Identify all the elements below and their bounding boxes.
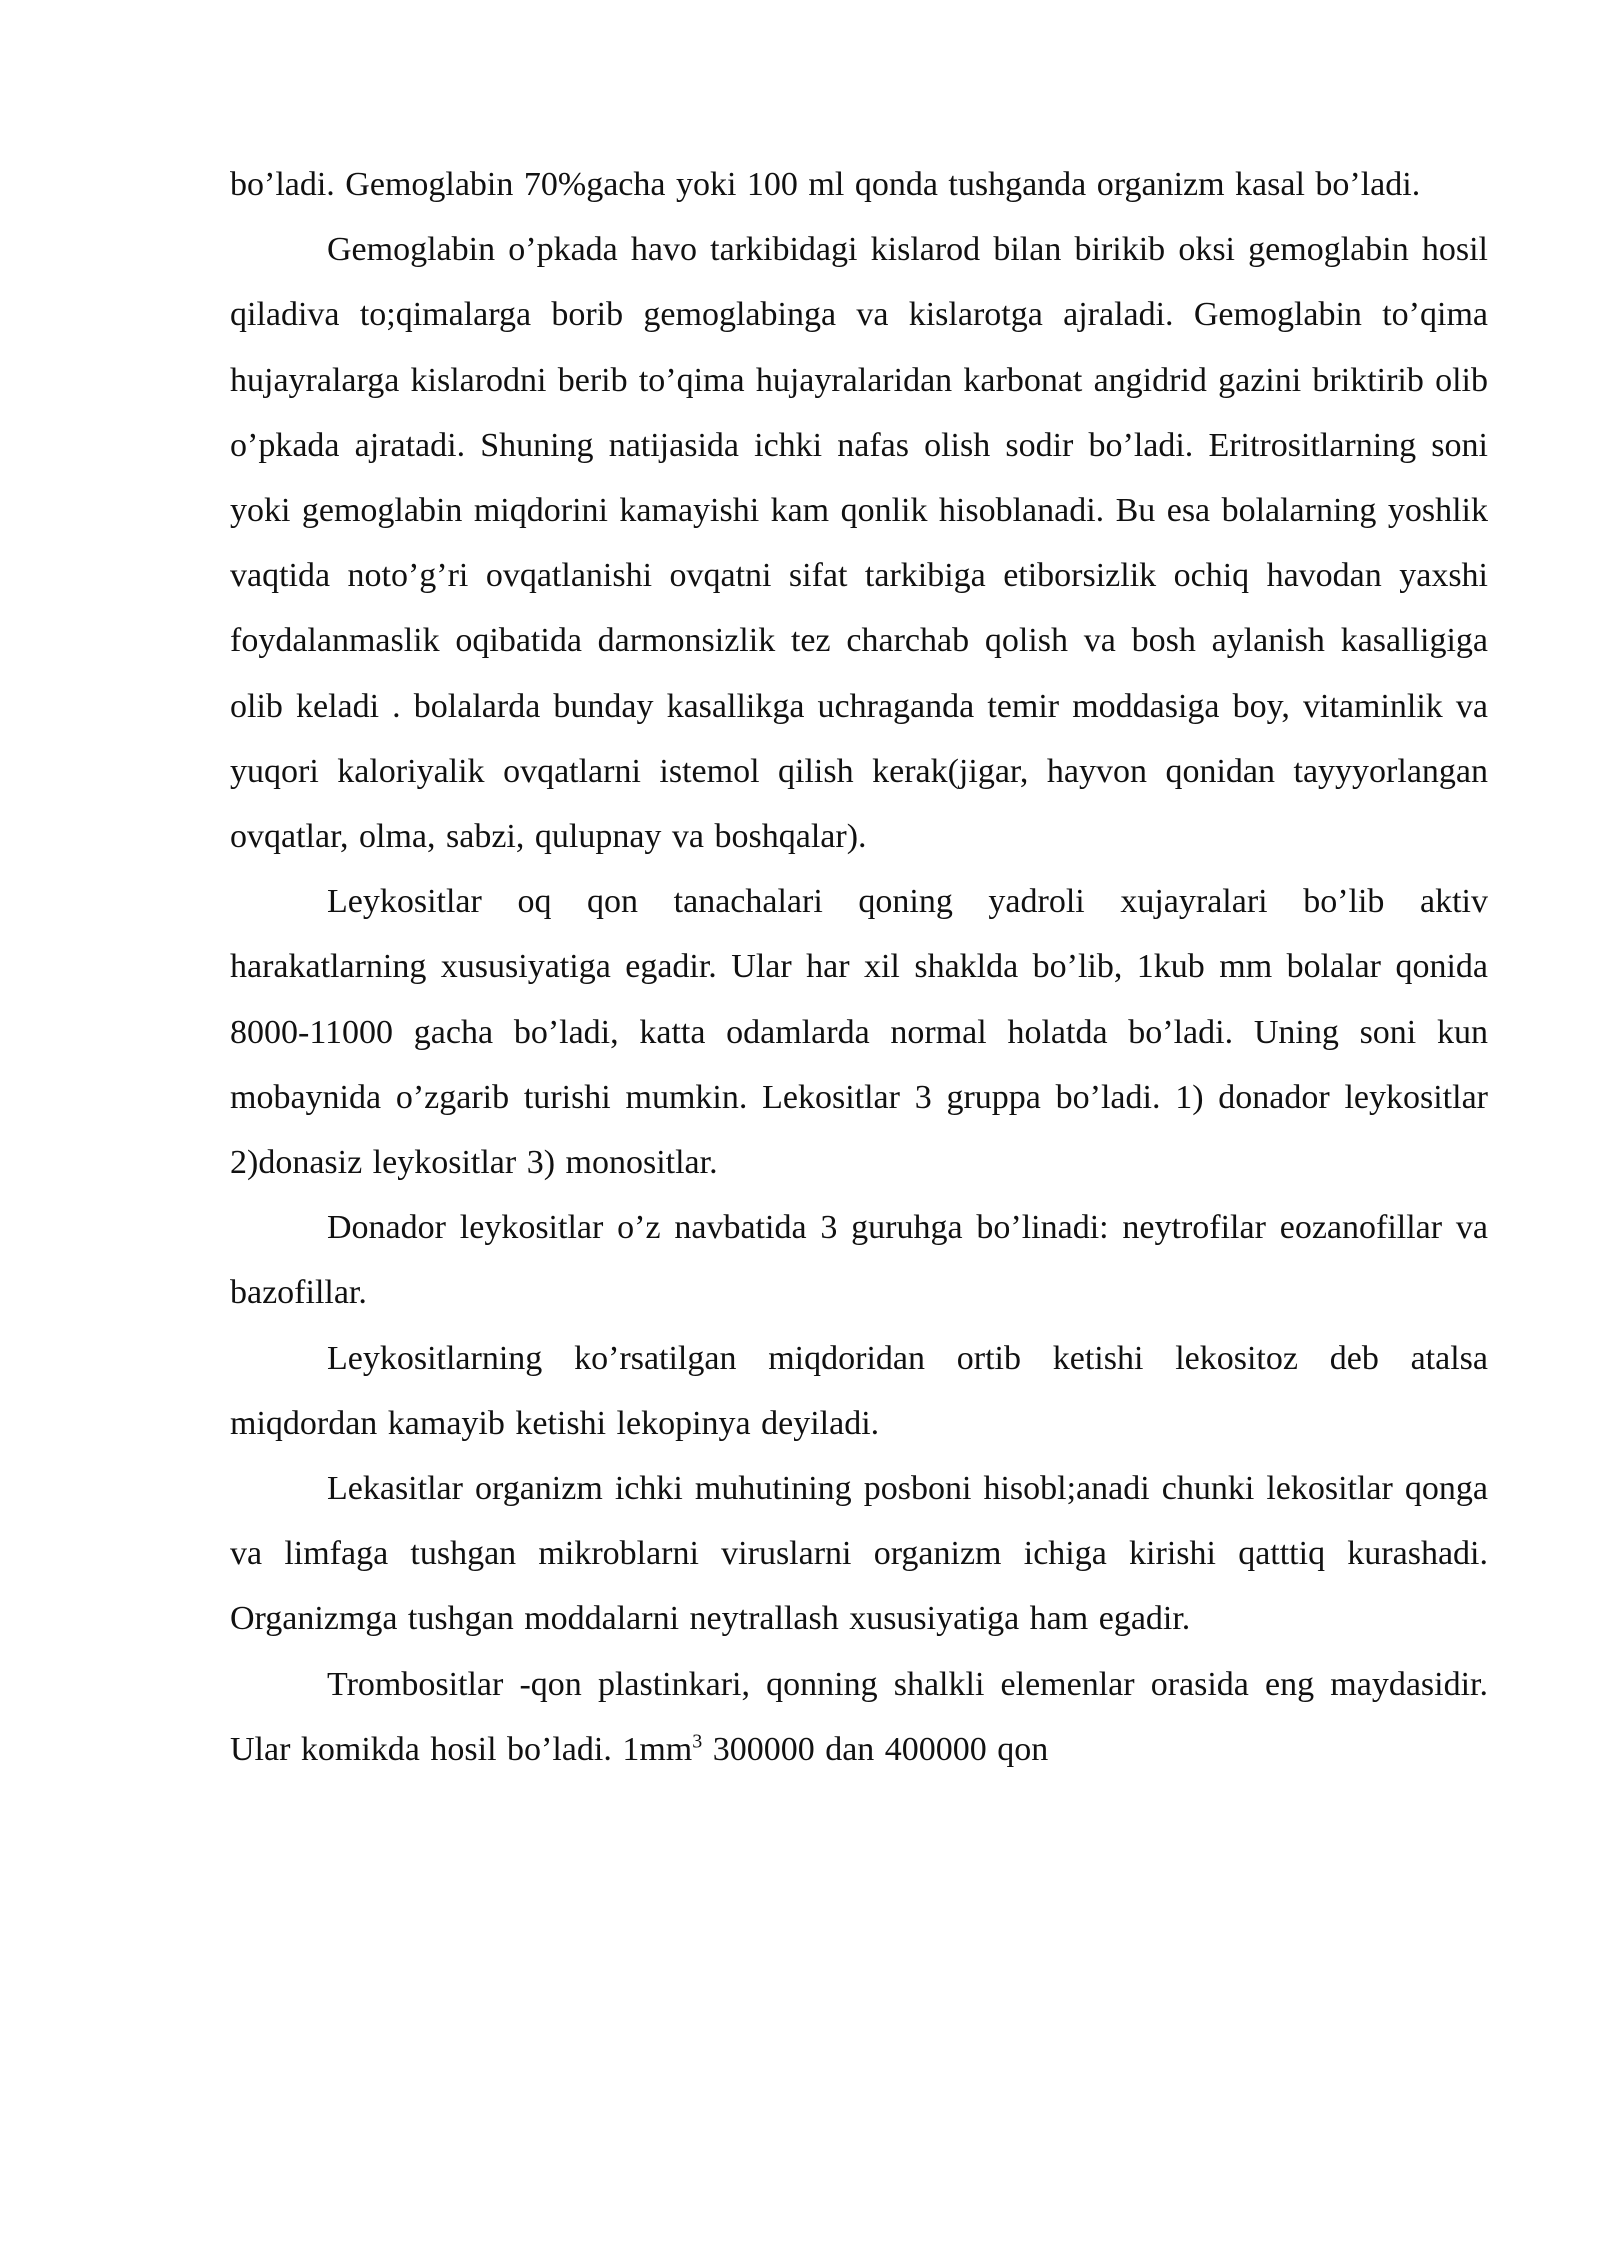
superscript-exponent: 3: [692, 1730, 703, 1753]
paragraph-7-text-end: 300000 dan 400000 qon: [702, 1730, 1049, 1768]
document-body: [230, 152, 1488, 1782]
paragraph-5: Leykositlarning ko’rsatilgan miqdoridan ortib ketishi lekositoz deb atalsa miqdordan kamayib ketishi lekopinya deyiladi.: [230, 1339, 1488, 1442]
paragraph-1: bo’ladi. Gemoglabin 70%gacha yoki 100 ml qonda tushganda organizm kasal bo’ladi.: [230, 166, 1421, 203]
paragraph-7: [230, 1652, 1488, 1782]
paragraph-3: Leykositlar oq qon tanachalari qoning yadroli xujayralari bo’lib aktiv harakatlarning xususiyatiga egadir. Ular har xil shaklda bo’lib, 1kub mm bolalar qonida 8000-11000 gacha bo’ladi, katta odamlarda normal holatda bo’ladi. Uning soni kun mobaynida o’zgarib turishi mumkin. Lekositlar 3 gruppa bo’ladi. 1) donador leykositlar 2)donasiz leykositlar 3) monositlar.: [230, 883, 1488, 1182]
paragraph-4: Donador leykositlar o’z navbatida 3 guruhga bo’linadi: neytrofilar eozanofillar va bazofillar.: [230, 1209, 1488, 1312]
paragraph-2: Gemoglabin o’pkada havo tarkibidagi kislarod bilan birikib oksi gemoglabin hosil qiladiva to;qimalarga borib gemoglabinga va kislarotga ajraladi. Gemoglabin to’qima hujayralarga kislarodni berib to’qima hujayralaridan karbonat angidrid gazini briktirib olib o’pkada ajratadi. Shuning natijasida ichki nafas olish sodir bo’ladi. Eritrositlarning soni yoki gemoglabin miqdorini kamayishi kam qonlik hisoblanadi. Bu esa bolalarning yoshlik vaqtida noto’g’ri ovqatlanishi ovqatni sifat tarkibiga etiborsizlik ochiq havodan yaxshi foydalanmaslik oqibatida darmonsizlik tez charchab qolish va bosh aylanish kasalligiga olib keladi . bolalarda bunday kasallikga uchraganda temir moddasiga boy, vitaminlik va yuqori kaloriyalik ovqatlarni istemol qilish kerak(jigar, hayvon qonidan tayyyorlangan ovqatlar, olma, sabzi, qulupnay va boshqalar).: [230, 231, 1488, 856]
paragraph-6: Lekasitlar organizm ichki muhutining posboni hisobl;anadi chunki lekositlar qonga va limfaga tushgan mikroblarni viruslarni organizm ichiga kirishi qatttiq kurashadi. Organizmga tushgan moddalarni neytrallash xususiyatiga ham egadir.: [230, 1470, 1488, 1638]
paragraph-7-text-start: Trombositlar -qon plastinkari, qonning shalkli elemenlar orasida eng maydasidir. Ular komikda hosil bo’ladi. 1mm: [230, 1665, 1488, 1768]
